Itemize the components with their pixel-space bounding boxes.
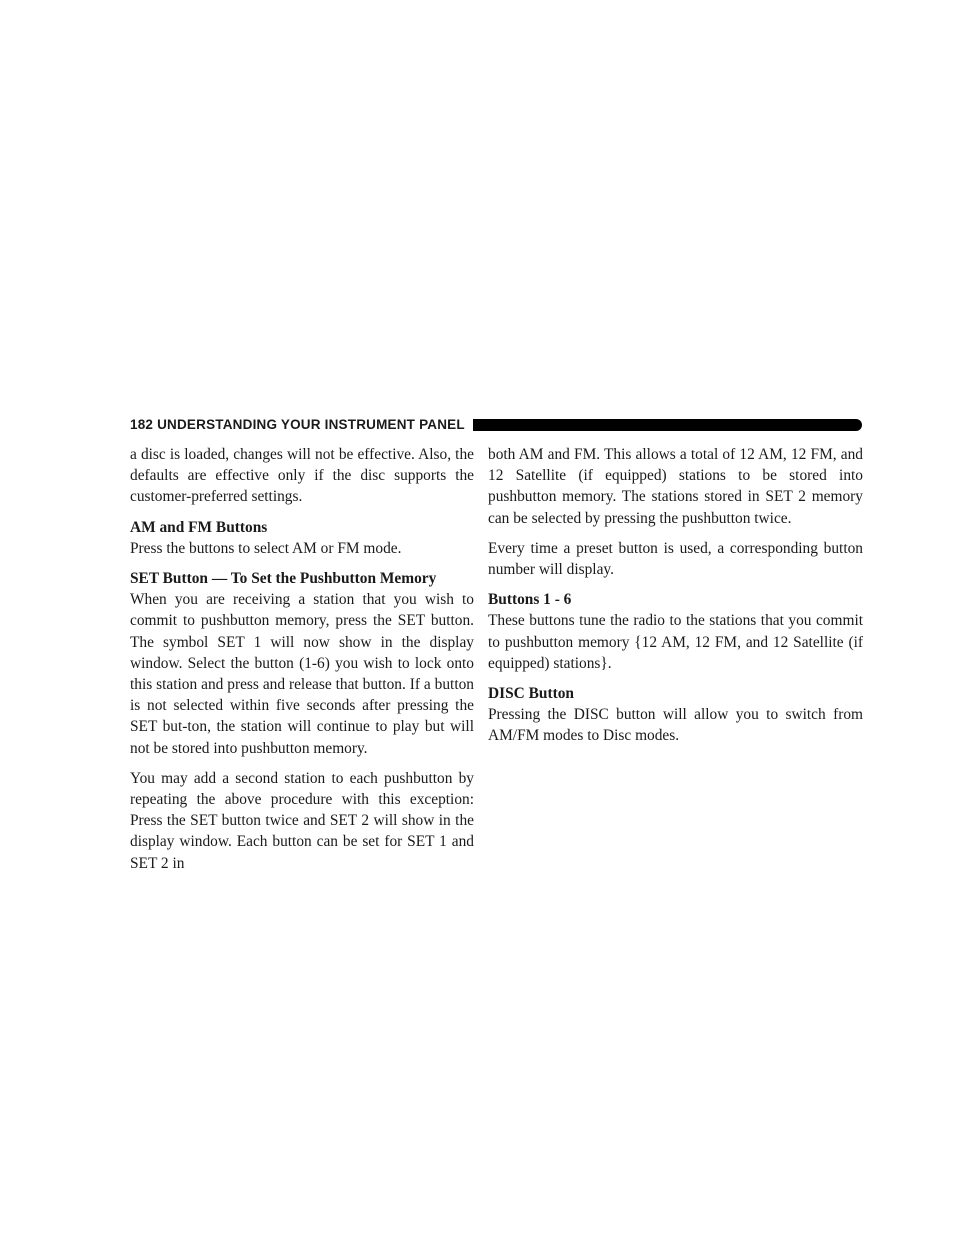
page-header (130, 415, 862, 435)
header-text (130, 415, 473, 435)
intro-paragraph: a disc is loaded, changes will not be effective. Also, the defaults are effective only if the disc supports the customer-preferred settings. (130, 446, 474, 506)
set-button-body-2: You may add a second station to each pushbutton by repeating the above procedure with this exception: Press the SET button twice and SET 2 will show in the display window. Each button can be set for SET 1 and SET 2 in (130, 769, 474, 872)
left-column (130, 444, 474, 883)
disc-button-body: Pressing the DISC button will allow you to switch from AM/FM modes to Disc modes. (488, 706, 863, 745)
buttons-1-6-body: These buttons tune the radio to the stations that you commit to pushbutton memory {12 AM, 12 FM, and 12 Satellite (if equipped) stations}. (488, 612, 863, 672)
am-fm-body: Press the buttons to select AM or FM mode. (130, 539, 402, 557)
disc-button-heading: DISC Button (488, 685, 574, 703)
set-button-heading: SET Button — To Set the Pushbutton Memory (130, 570, 437, 588)
preset-note: Every time a preset button is used, a corresponding button number will display. (488, 539, 863, 579)
right-column (488, 444, 863, 756)
buttons-1-6-heading: Buttons 1 - 6 (488, 591, 572, 609)
continuation-paragraph: both AM and FM. This allows a total of 12 AM, 12 FM, and 12 Satellite (if equipped) stations to be stored into pushbutton memory. The stations stored in SET 2 memory can be selected by pressing the pushbutton twice. (488, 446, 863, 527)
am-fm-heading: AM and FM Buttons (130, 518, 268, 536)
section-title: UNDERSTANDING YOUR INSTRUMENT PANEL (157, 417, 465, 432)
set-button-body: When you are receiving a station that you wish to commit to pushbutton memory, press the SET button. The symbol SET 1 will now show in the display window. Select the button (1-6) you wish to lock onto this station and press and release that button. If a button is not selected within five seconds after pressing the SET but-ton, the station will continue to play but will not be stored into pushbutton memory. (130, 591, 474, 757)
page-number: 182 (130, 417, 154, 432)
